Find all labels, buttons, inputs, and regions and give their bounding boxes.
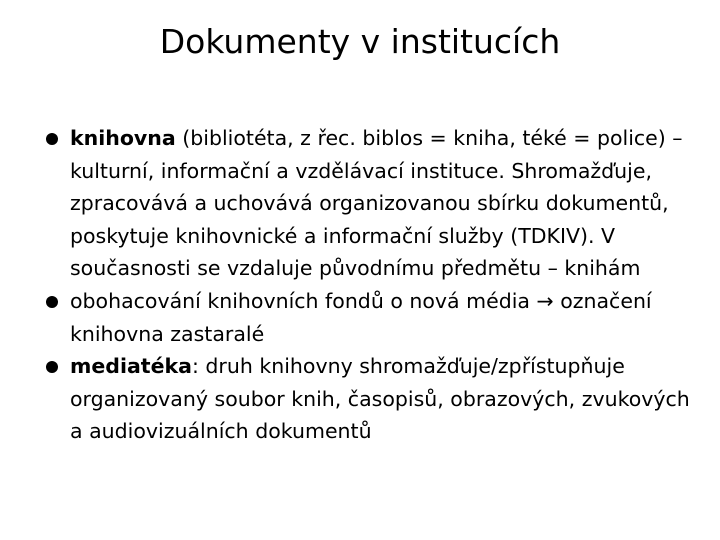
bullet-item-mediateka [46, 350, 706, 448]
bullet-text: : druh knihovny shromažďuje/zpřístupňuje organizovaný soubor knih, časopisů, obrazových, zvukových a audiovizuálních dokumentů [70, 354, 690, 444]
bullet-list [46, 122, 706, 448]
bullet-text: (bibliotéta, z řec. biblos = kniha, téké = police) – kulturní, informační a vzdělávací instituce. Shromažďuje, zpracovává a uchovává organizovanou sbírku dokumentů, poskytuje knihovnické a informační služby (TDKIV). V současnosti se vzdaluje původnímu předmětu – knihám [70, 126, 683, 281]
bullet-item-knihovna [46, 122, 706, 285]
bullet-term: mediatéka [70, 354, 192, 379]
bullet-term: knihovna [70, 126, 176, 150]
bullet-text: obohacování knihovních fondů o nová média → označení knihovna zastaralé [70, 288, 652, 346]
bullet-item-obohacovani [46, 285, 706, 350]
slide-title: Dokumenty v institucích [159, 22, 561, 61]
